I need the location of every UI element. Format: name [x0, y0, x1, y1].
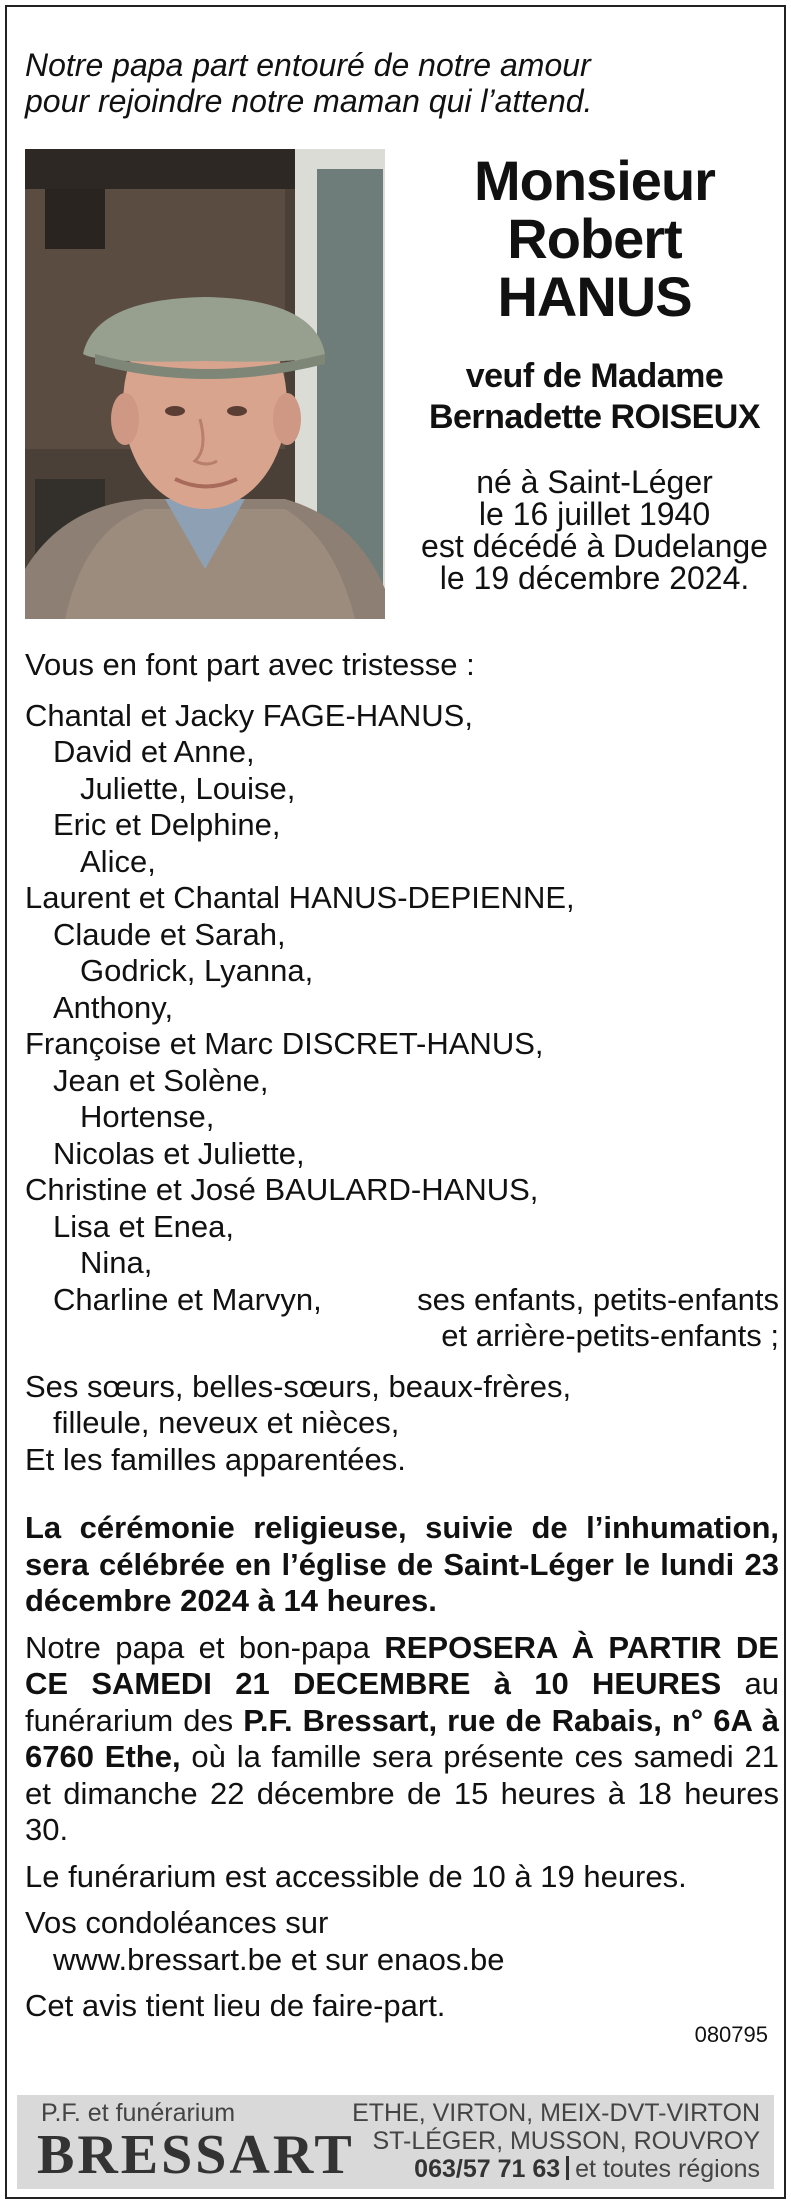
widow-of [417, 356, 772, 438]
phone-number[interactable]: 063/57 71 63 [414, 2155, 561, 2183]
funeral-home-logo: BRESSART [37, 2124, 355, 2186]
family-line: Laurent et Chantal HANUS-DEPIENNE, [25, 880, 575, 915]
family-roles: ses enfants, petits-enfants [417, 1281, 779, 1317]
divider [566, 2156, 569, 2180]
death-date: le 19 décembre 2024. [439, 560, 750, 596]
intro-line: pour rejoindre notre maman qui l’attend. [25, 83, 593, 119]
family-line: Hortense, [80, 1099, 215, 1134]
widow-line: veuf de Madame [465, 357, 724, 395]
condolences-link[interactable]: www.bressart.be et sur enaos.be [53, 1941, 505, 1977]
notice-line: Cet avis tient lieu de faire-part. [25, 1988, 446, 2023]
family-line: Françoise et Marc DISCRET-HANUS, [25, 1026, 544, 1061]
locations-line: ST-LÉGER, MUSSON, ROUVROY [372, 2127, 760, 2155]
obituary-notice [5, 5, 786, 2199]
notice-body [25, 647, 779, 2025]
locations-line: ETHE, VIRTON, MEIX-DVT-VIRTON [352, 2099, 760, 2127]
funeral-home-contact [352, 2099, 760, 2183]
others-line: filleule, neveux et nièces, [53, 1405, 400, 1440]
birth-date: le 16 juillet 1940 [478, 496, 711, 532]
announce-line: Vous en font part avec tristesse : [25, 647, 475, 682]
name-title: Monsieur [474, 149, 715, 212]
name-last: HANUS [497, 265, 692, 328]
condolences-line: Vos condoléances sur [25, 1905, 329, 1940]
reference-number: 080795 [694, 2022, 768, 2047]
family-line-with-roles [25, 1282, 779, 1319]
access-hours: Le funérarium est accessible de 10 à 19 heures. [25, 1858, 687, 1894]
intro-line: Notre papa part entouré de notre amour [25, 47, 591, 83]
ceremony-info: La cérémonie religieuse, suivie de l’inhumation, sera célébrée en l’église de Saint-Léger le lundi 23 décembre 2024 à 14 heures. [25, 1510, 779, 1618]
others-line: Et les familles apparentées. [25, 1441, 406, 1477]
deceased-name [417, 149, 772, 328]
family-line: Chantal et Jacky FAGE-HANUS, [25, 697, 473, 733]
deceased-block [417, 149, 772, 596]
others-line: Ses sœurs, belles-sœurs, beaux-frères, [25, 1368, 572, 1404]
birth-death-info [417, 466, 772, 594]
intro-quote [25, 47, 765, 119]
family-line: Lisa et Enea, [53, 1208, 234, 1244]
family-line: Jean et Solène, [53, 1062, 269, 1098]
family-line: Nina, [80, 1245, 153, 1280]
portrait-photo [25, 149, 385, 619]
family-line: Nicolas et Juliette, [53, 1135, 305, 1171]
funeral-home-subtitle: P.F. et funérarium [41, 2099, 236, 2127]
condolences [25, 1905, 779, 1978]
family-roles: et arrière-petits-enfants ; [441, 1318, 779, 1353]
death-place: est décédé à Dudelange [421, 528, 768, 564]
widow-line: Bernadette ROISEUX [428, 398, 761, 436]
family-line: Alice, [80, 843, 156, 879]
funeral-home-banner [17, 2095, 774, 2189]
name-first: Robert [507, 207, 682, 270]
birth-place: né à Saint-Léger [476, 464, 713, 500]
family-line: Christine et José BAULARD-HANUS, [25, 1172, 539, 1207]
family-line: Claude et Sarah, [53, 916, 286, 952]
regions-text: et toutes régions [575, 2155, 760, 2183]
family-line: Juliette, Louise, [80, 770, 296, 806]
repose-info: Notre papa et bon-papa REPOSERA À PARTIR DE CE SAMEDI 21 DECEMBRE à 10 HEURES au funérarium des P.F. Bressart, rue de Rabais, n° 6A à 6760 Ethe, où la famille sera présente ces samedi 21 et dimanche 22 décembre de 15 heures à 18 heures 30. [25, 1629, 779, 1847]
family-line: Godrick, Lyanna, [80, 953, 314, 988]
family-line: David et Anne, [53, 734, 255, 769]
family-line: Anthony, [53, 989, 174, 1025]
family-line: Charline et Marvyn, [53, 1281, 322, 1317]
family-line: Eric et Delphine, [53, 807, 281, 842]
